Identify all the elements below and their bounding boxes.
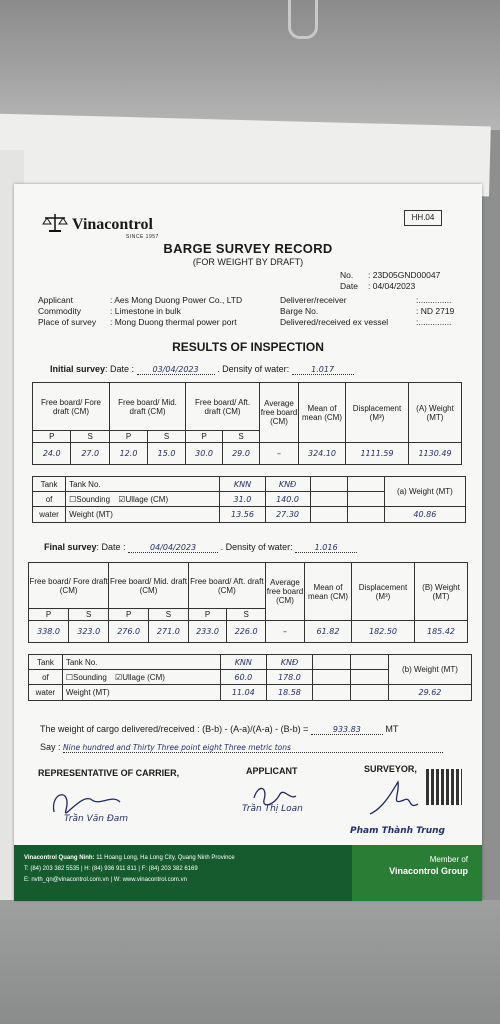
tank-col-1: KNN — [220, 655, 266, 670]
place-label: Place of survey — [38, 317, 97, 327]
initial-displacement: 1111.59 — [346, 443, 409, 465]
final-fore-p: 338.0 — [29, 621, 69, 643]
initial-survey-label: Initial survey — [50, 364, 106, 374]
sounding-checkbox: ☐Sounding — [69, 494, 111, 504]
delivered-ex-value: :.............. — [416, 317, 452, 327]
header-displacement: Displacement (M³) — [352, 563, 415, 621]
weight-mt-label: Weight (MT) — [62, 685, 220, 701]
a-weight-value: 40.86 — [384, 507, 465, 523]
col-p: P — [109, 431, 147, 443]
initial-fore-s: 27.0 — [71, 443, 109, 465]
sounding-ullage — [62, 670, 220, 685]
col-s: S — [69, 609, 109, 621]
barge-value: : ND 2719 — [416, 306, 455, 316]
barge-label: Barge No. — [280, 306, 319, 316]
no-value: : 23D05GND00047 — [368, 270, 441, 280]
surveyor-name: Pham Thành Trung — [350, 826, 446, 836]
cargo-unit: MT — [385, 724, 399, 734]
commodity-value: : Limestone in bulk — [110, 306, 181, 316]
cargo-weight-line — [40, 724, 398, 735]
final-mean-of-mean: 61.82 — [305, 621, 352, 643]
cargo-value: 933.83 — [311, 725, 383, 735]
final-survey-label: Final survey — [44, 542, 97, 552]
final-density-label: . Density of water: — [220, 542, 293, 552]
deliverer-value: :.............. — [416, 295, 452, 305]
weight-val-2: 27.30 — [265, 507, 310, 523]
form-code: HH.04 — [404, 210, 442, 226]
header-fore-draft: Free board/ Fore draft (CM) — [33, 383, 110, 431]
logo-name: Vinacontrol — [72, 216, 153, 233]
say-line — [40, 742, 443, 753]
surveyor-label: SURVEYOR, — [364, 764, 417, 774]
header-fore-draft: Free board/ Fore draft (CM) — [29, 563, 109, 609]
tank-no-label: Tank No. — [66, 477, 220, 492]
initial-aft-s: 29.0 — [223, 443, 260, 465]
header-mean-of-mean: Mean of mean (CM) — [305, 563, 352, 621]
commodity-label: Commodity — [38, 306, 81, 316]
col-s: S — [223, 431, 260, 443]
final-displacement: 182.50 — [352, 621, 415, 643]
weight-val-2: 18.58 — [266, 685, 312, 701]
qr-code — [426, 769, 462, 805]
date-label: Date — [340, 281, 358, 291]
final-aft-p: 233.0 — [188, 621, 227, 643]
applicant-value: : Aes Mong Duong Power Co., LTD — [110, 295, 243, 305]
header-b-weight: (B) Weight (MT) — [415, 563, 468, 621]
final-tank-table — [28, 654, 472, 701]
weight-val-1: 13.56 — [220, 507, 265, 523]
header-aft-draft: Free board/ Aft. draft (CM) — [188, 563, 265, 609]
footer-address: 11 Hoang Long, Ha Long City, Quang Ninh Province — [94, 855, 235, 861]
header-displacement: Displacement (M³) — [346, 383, 409, 443]
initial-mean-of-mean: 324.10 — [299, 443, 346, 465]
initial-date-label: : Date : — [105, 364, 135, 374]
footer-address-line — [24, 855, 235, 861]
final-mid-p: 276.0 — [109, 621, 149, 643]
of-label: of — [29, 670, 63, 685]
ullage-checkbox: ☑Ullage (CM) — [118, 494, 169, 504]
rep-carrier-label: REPRESENTATIVE OF CARRIER, — [38, 768, 180, 778]
initial-date: 03/04/2023 — [137, 365, 215, 375]
delivered-ex-label: Delivered/received ex vessel — [280, 317, 389, 327]
b-weight-label: (b) Weight (MT) — [388, 655, 471, 685]
background-top — [0, 0, 500, 130]
ullage-val-2: 140.0 — [265, 492, 310, 507]
sounding-ullage — [66, 492, 220, 507]
col-p: P — [109, 609, 149, 621]
b-weight-value: 29.62 — [388, 685, 471, 701]
header-avg-free-board: Average free board (CM) — [266, 563, 305, 621]
initial-tank-table — [32, 476, 466, 523]
col-s: S — [149, 609, 189, 621]
sounding-checkbox: ☐Sounding — [65, 672, 107, 682]
water-label: water — [33, 507, 66, 523]
no-label: No. — [340, 270, 354, 280]
final-mid-s: 271.0 — [149, 621, 189, 643]
footer-bar — [14, 845, 482, 901]
final-survey-line — [44, 542, 357, 553]
surveyor-signature — [364, 778, 424, 822]
col-s: S — [71, 431, 109, 443]
footer-group: Vinacontrol Group — [389, 866, 468, 876]
final-date-label: : Date : — [96, 542, 126, 552]
initial-avg-free-board: – — [260, 443, 299, 465]
initial-draft-table — [32, 382, 462, 465]
final-date: 04/04/2023 — [128, 543, 218, 553]
a-weight-label: (a) Weight (MT) — [384, 477, 465, 507]
weight-val-1: 11.04 — [220, 685, 266, 701]
ullage-val-1: 31.0 — [220, 492, 265, 507]
background-bottom — [0, 900, 500, 1024]
initial-density-label: . Density of water: — [217, 364, 290, 374]
say-value: Nine hundred and Thirty Three point eight Three metric tons — [63, 743, 443, 753]
footer-company: Vinacontrol Quang Ninh: — [24, 855, 95, 861]
ullage-val-1: 60.0 — [220, 670, 266, 685]
tank-no-label: Tank No. — [62, 655, 220, 670]
initial-a-weight: 1130.49 — [409, 443, 462, 465]
ullage-val-2: 178.0 — [266, 670, 312, 685]
initial-survey-line — [50, 364, 354, 375]
col-p: P — [186, 431, 223, 443]
header-mean-of-mean: Mean of mean (CM) — [299, 383, 346, 443]
initial-fore-p: 24.0 — [33, 443, 71, 465]
footer-tel: T: (84) 203 382 5535 | H: (84) 936 911 811 | F: (84) 203 382 6169 — [24, 866, 198, 872]
paper-clip — [288, 0, 318, 39]
tank-label: Tank — [29, 655, 63, 670]
initial-mid-p: 12.0 — [109, 443, 147, 465]
col-s: S — [227, 609, 266, 621]
header-a-weight: (A) Weight (MT) — [409, 383, 462, 443]
weight-mt-label: Weight (MT) — [66, 507, 220, 523]
final-draft-table — [28, 562, 468, 643]
results-title: RESULTS OF INSPECTION — [172, 340, 324, 354]
of-label: of — [33, 492, 66, 507]
final-avg-free-board: – — [266, 621, 305, 643]
scale-logo-icon — [42, 212, 68, 234]
final-aft-s: 226.0 — [227, 621, 266, 643]
deliverer-label: Deliverer/receiver — [280, 295, 347, 305]
initial-aft-p: 30.0 — [186, 443, 223, 465]
final-b-weight: 185.42 — [415, 621, 468, 643]
initial-density: 1.017 — [292, 365, 354, 375]
page-subtitle: (FOR WEIGHT BY DRAFT) — [192, 257, 304, 267]
header-mid-draft: Free board/ Mid. draft (CM) — [109, 563, 188, 609]
col-p: P — [29, 609, 69, 621]
col-p: P — [33, 431, 71, 443]
header-mid-draft: Free board/ Mid. draft (CM) — [109, 383, 185, 431]
applicant-label: Applicant — [38, 295, 73, 305]
say-label: Say : — [40, 742, 61, 752]
footer-member: Member of — [429, 855, 468, 864]
header-aft-draft: Free board/ Aft. draft (CM) — [186, 383, 260, 431]
footer-web: E: nvth_qn@vinacontrol.com.vn | W: www.vinacontrol.com.vn — [24, 877, 187, 883]
logo-since: SINCE 1957 — [126, 234, 159, 240]
tank-col-2: KNĐ — [265, 477, 310, 492]
water-label: water — [29, 685, 63, 701]
tank-col-2: KNĐ — [266, 655, 312, 670]
final-fore-s: 323.0 — [69, 621, 109, 643]
page-title: BARGE SURVEY RECORD — [163, 241, 333, 256]
col-p: P — [188, 609, 227, 621]
tank-label: Tank — [33, 477, 66, 492]
ullage-checkbox: ☑Ullage (CM) — [115, 672, 165, 682]
col-s: S — [148, 431, 186, 443]
initial-mid-s: 15.0 — [148, 443, 186, 465]
place-value: : Mong Duong thermal power port — [110, 317, 237, 327]
carrier-name: Trần Văn Đam — [64, 814, 129, 824]
date-value: : 04/04/2023 — [368, 281, 416, 291]
header-avg-free-board: Average free board (CM) — [260, 383, 299, 443]
tank-col-1: KNN — [220, 477, 265, 492]
applicant-signature-label: APPLICANT — [246, 766, 298, 776]
final-density: 1.016 — [295, 543, 357, 553]
applicant-name: Trần Thị Loan — [242, 804, 303, 814]
cargo-label: The weight of cargo delivered/received : (B-b) - (A-a)/(A-a) - (B-b) = — [40, 724, 309, 734]
document-page — [14, 184, 482, 900]
